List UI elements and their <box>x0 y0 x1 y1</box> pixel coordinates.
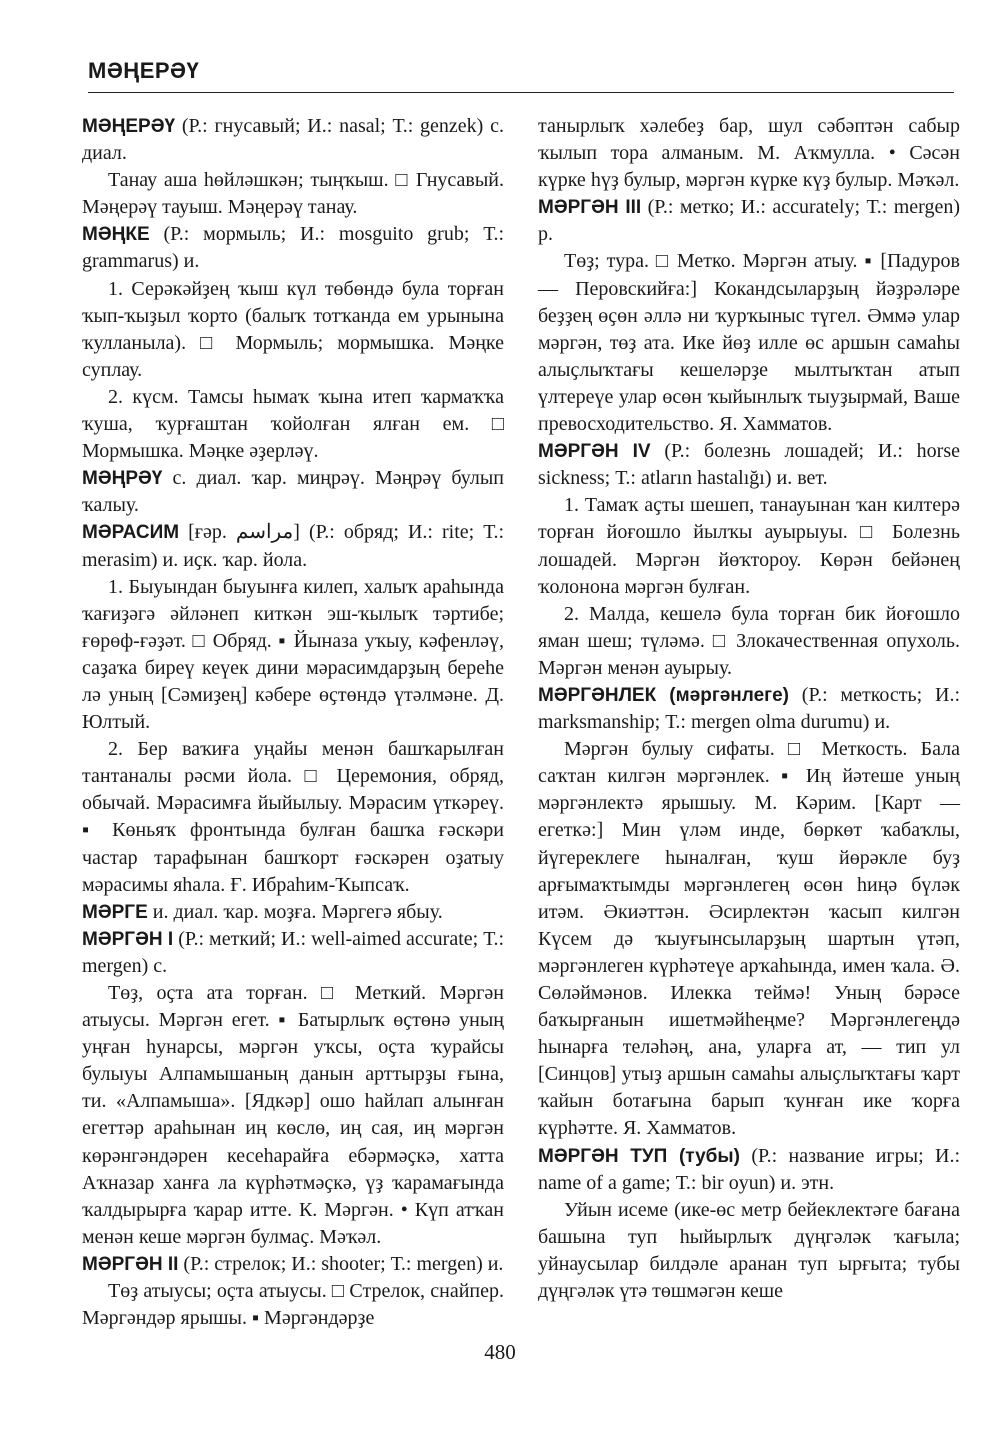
entry-sense: 2. Бер ваҡиға уңайы менән башҡарылған тантаналы рәсми йола. □ Церемония, обряд, обычай. Мәрасимға йыйылыу. Мәрасим үткәреү. ▪ Көньяҡ фронтында булған башҡа ғәскәри частар тарафынан башҡорт ғәскәрен оҙатыу мәрасимы яһала. Ғ. Ибраһим-Ҡыпсаҡ. <box>82 738 504 896</box>
running-head: МӘҢЕРӘҮ <box>88 58 200 83</box>
entry-definition: Мәргән булыу сифаты. □ Меткость. Бала саҡтан килгән мәргәнлек. ▪ Иң йәтеше уның мәргәнлектә ярышыу. М. Кәрим. [Карт — егеткә:] Мин үләм инде, бөркөт ҡабаҡлы, йүгереклеге һыналған, ҡуш йөрәкле буҙ арғымаҡтымды мәргәнлегең өсөн һиңә бүләк итәм. Әкиәттән. Әсирлектән ҡасып килгән Күсем дә ҡыуғынсыларҙың шартын үтәп, мәргәнлеген күрһәтеүе арҡаһында, имен ҡала. Ә. Сөләймәнов. Илекка теймә! Уның бәрәсе баҡырғанын ишетмәйһеңме? Мәргәнлегеңдә һынарға теләһәң, ана, уларға ат, — тип ул [Синцов] утыҙ аршын самаһы алыҫлыҡтағы ҡарт ҡайын ботағына барып ҡунған ике ҡорға күрһәтте. Я. Хамматов. <box>538 738 960 1140</box>
page-number: 480 <box>484 1340 516 1364</box>
entry-sense: 2. Малда, кешелә була торған бик йоғошло яман шеш; түләмә. □ Злокачественная опухоль. Мәргән менән ауырыу. <box>538 602 960 679</box>
entry-header <box>538 682 960 736</box>
entry-header <box>538 194 960 248</box>
entry-grammar: (Р.: мормыль; И.: mosguito grub; Т.: grammarus) и. <box>82 223 504 273</box>
entry-grammar: (Р.: болезнь лошадей; И.: horse sickness; Т.: atların hastalığı) и. вет. <box>538 440 960 490</box>
entry-sense: 2. күсм. Тамсы һымаҡ ҡына итеп ҡармаҡҡа ҡуша, ҡурғаштан ҡойолған ялған ем. □ Мормышка. Мәңке әҙерләү. <box>82 385 504 463</box>
headword: МӘРГӘНЛЕК (мәргәнлеге) <box>538 684 789 706</box>
headword: МӘРГӘН ТУП (тубы) <box>538 1145 740 1167</box>
entry-definition: Төҙ атыусы; оҫта атыусы. □ Стрелок, снайпер. Мәргәндәр ярышы. ▪ Мәргәндәрҙе <box>82 1280 504 1330</box>
entry-definition: Төҙ, оҫта ата торған. □ Меткий. Мәргән атыусы. Мәргән егет. ▪ Батырлыҡ өҫтөнә уның уңған һунарсы, мәргән уҡсы, оҫта ҡурайсы булыуы Алпамышаның данын арттырҙы ғына, ти. «Алпамыша». [Ядкәр] ошо һайлап алынған егеттәр араһынан иң көслө, иң сая, иң мәргән көрәнгәндәрен кесеһарайға ебәрмәҫкә, хатта Аҡназар ханға ла күрһәтмәҫкә, үҙ ҡарамағында ҡалдырырға ҡарар итте. К. Мәргән. • Күп атҡан менән кеше мәргән булмаҫ. Мәҡәл. <box>82 982 504 1248</box>
headword: МӘҢКЕ <box>82 224 150 246</box>
entry-grammar: и. диал. ҡар. моҙға. Мәргегә ябыу. <box>147 900 443 923</box>
headword: МӘРГЕ <box>82 901 148 923</box>
entry-grammar: (Р.: название игры; И.: name of a game; Т.: bir oyun) и. этн. <box>538 1144 960 1194</box>
entry-header <box>82 221 504 275</box>
entry-definition: Танау аша һөйләшкән; тыңҡыш. □ Гнусавый. Мәңерәү тауыш. Мәңерәү танау. <box>82 169 504 219</box>
entry-grammar: (Р.: гнусавый; И.: nasal; Т.: genzek) с. диал. <box>82 115 504 165</box>
entry-header <box>82 519 504 573</box>
entry-grammar: (Р.: стрелок; И.: shooter; Т.: mergen) и. <box>178 1252 504 1275</box>
entry-header <box>82 465 504 519</box>
headword: МӘҢРӘҮ <box>82 468 163 490</box>
header-rule <box>88 92 954 93</box>
entry-grammar: (Р.: метко; И.: accurately; Т.: mergen) р. <box>538 196 960 246</box>
entry-definition: Төҙ; тура. □ Метко. Мәргән атыу. ▪ [Падуров — Перовскийға:] Кокандсыларҙың йәҙрәләре беҙҙең өҫөн әллә ни ҡурҡыныс түгел. Әммә улар мәргән, төҙ ата. Ике йөҙ илле өс аршын самаһы алыҫлыҡтағы кешеләрҙе мылтыҡтан атып үлтереүе улар өсөн ҡыйынлыҡ тыуҙырмай, Ваше превосходительство. Я. Хамматов. <box>538 250 960 436</box>
headword: МӘРГӘН II <box>82 1253 179 1275</box>
entry-header <box>82 113 504 167</box>
headword: МӘРГӘН I <box>82 928 174 950</box>
entry-sense: 1. Тамаҡ аҫты шешеп, танауынан ҡан килтерә торған йоғошло йылҡы ауырыуы. □ Болезнь лошадей. Мәргән йөҡтороу. Көрән бейәнең ҡолононa мәргән булған. <box>538 494 960 598</box>
entry-header <box>82 1251 504 1278</box>
entry-grammar: с. диал. ҡар. миңрәү. Мәңрәү булып ҡалыу. <box>82 467 504 517</box>
headword: МӘРГӘН III <box>538 197 642 219</box>
left-column <box>82 113 504 1332</box>
entry-grammar: [ғәр. مراسم] (Р.: обряд; И.: rite; Т.: merasim) и. иҫк. ҡар. йола. <box>82 521 504 571</box>
right-column <box>538 113 960 1305</box>
entry-header <box>538 1143 960 1197</box>
entry-sense: 1. Быуындан быуынға килеп, халыҡ араһында ҡағиҙәгә әйләнеп киткән эш-ҡылыҡ тәртибе; ғөрөф-ғәҙәт. □ Обряд. ▪ Йыназа уҡыу, кәфенләү, саҙаҡа биреү кеүек дини мәрасимдарҙың береһе лә уның [Сәмиҙең] кәбере өҫтөндә үтәлмәне. Д. Юлтый. <box>82 575 504 734</box>
entry-header <box>538 438 960 492</box>
entry-definition: Уйын исеме (ике-өс метр бейеклектәге бағана башына туп һыйырлыҡ дүңгәләк ҡағыла; уйнаусылар билдәле аранан туп ырғыта; тубы дүңгәләк үтә төшмәгән кеше <box>538 1198 960 1303</box>
entry-grammar: (Р.: меткость; И.: marksmanship; Т.: mergen olma durumu) и. <box>538 683 961 734</box>
entry-sense: 1. Серәкәйҙең ҡыш күл төбөндә була торған ҡып-ҡыҙыл ҡорто (балыҡ тотҡанда ем урынына ҡулланыла). □ Мормыль; мормышка. Мәңке суплау. <box>82 277 504 381</box>
entry-header <box>82 926 504 980</box>
headword: МӘРАСИМ <box>82 522 180 544</box>
entry-grammar: (Р.: меткий; И.: well-aimed accurate; Т.: mergen) с. <box>82 927 505 977</box>
headword: МӘРГӘН IV <box>538 441 651 463</box>
entry-continuation: танырлыҡ хәлебеҙ бар, шул сәбәптән сабыр ҡылып тора алманым. М. Аҡмулла. • Сәсән күрке һүҙ булыр, мәргән күрке күҙ булыр. Мәҡәл. <box>538 115 960 192</box>
entry-header <box>82 899 504 926</box>
headword: МӘҢЕРӘҮ <box>82 116 176 137</box>
